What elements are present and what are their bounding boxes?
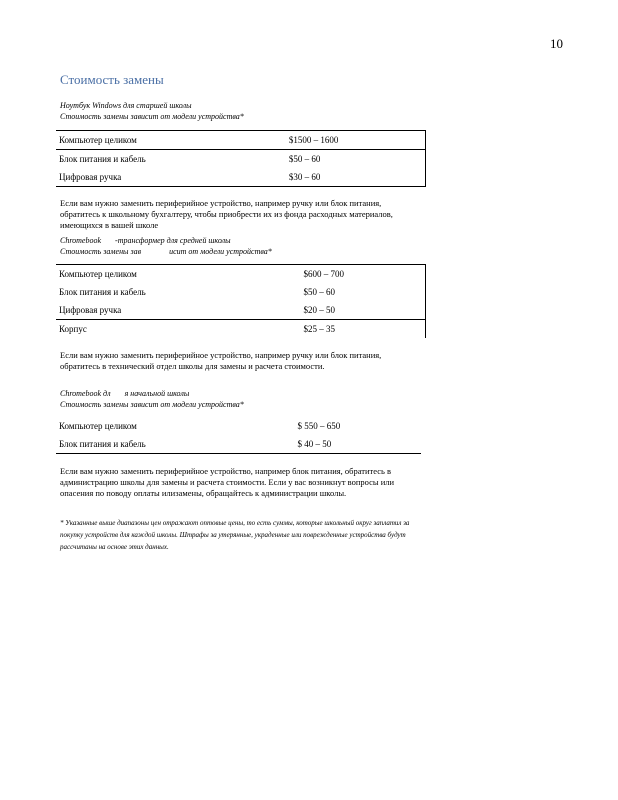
table-cell-price: $20 – 50 [299, 301, 425, 320]
table-cell-item: Компьютер целиком [59, 421, 137, 431]
table-cell-price: $ 550 – 650 [297, 421, 341, 431]
table-row [56, 435, 421, 454]
table-cell-price: $30 – 60 [285, 168, 426, 187]
section-3-paragraph: Если вам нужно заменить периферийное устройство, например блок питания, обратитесь в администрацию школы для замены и расчета стоимости. Если у вас возникнут вопросы или опасения по поводу оплаты илизамены, обращайтесь к администрации школы. [60, 466, 395, 498]
table-cell-price: $600 – 700 [299, 265, 425, 284]
section-2-price-table [56, 264, 426, 338]
section-3-price-table [56, 417, 421, 454]
table-cell-price: $50 – 60 [285, 150, 426, 169]
section-1-cost-note: Стоимость замены зависит от модели устройства* [60, 112, 244, 121]
section-1-note [60, 100, 244, 122]
table-cell-price: $ 40 – 50 [294, 435, 421, 454]
table-row [56, 417, 421, 435]
section-3-note [60, 388, 244, 410]
table-cell-price: $1500 – 1600 [285, 131, 426, 150]
table-row [56, 301, 426, 320]
section-3-device: Chromebook дл я начальной школы [60, 389, 190, 398]
section-1-paragraph: Если вам нужно заменить периферийное устройство, например ручку или блок питания, обратитесь к школьному бухгалтеру, чтобы приобрести их из фонда расходных материалов, имеющихся в вашей школе [60, 198, 393, 230]
pricing-footnote: * Указанные выше диапазоны цен отражают оптовые цены, то есть суммы, которые школьный округ заплатил за покупку устройств для каждой школы. Штрафы за утерянные, украденные или поврежденные устройства будут рассчитаны на основе этих данных. [60, 519, 410, 551]
page-number: 10 [550, 36, 563, 51]
section-1-price-table [56, 130, 426, 187]
table-cell-item: Блок питания и кабель [56, 150, 285, 169]
table-row [56, 168, 426, 187]
table-cell-item: Компьютер целиком [56, 131, 285, 150]
table-cell-item: Цифровая ручка [56, 168, 285, 187]
section-2-note [60, 235, 272, 257]
table-row [56, 265, 426, 284]
table-cell-item: Цифровая ручка [59, 305, 122, 315]
section-1-device: Ноутбук Windows для старшей школы [60, 101, 192, 110]
table-row [56, 131, 426, 150]
page-heading: Стоимость замены [60, 72, 164, 87]
table-row [56, 150, 426, 169]
table-cell-item: Компьютер целиком [56, 265, 299, 284]
table-cell-price: $25 – 35 [299, 320, 425, 339]
table-cell-item: Блок питания и кабель [56, 435, 294, 454]
section-2-cost-note: Стоимость замены зав исит от модели устройства* [60, 247, 272, 256]
table-cell-item: Блок питания и кабель [59, 287, 146, 297]
table-cell-price: $50 – 60 [299, 283, 425, 301]
table-row [56, 320, 426, 339]
section-2-paragraph: Если вам нужно заменить периферийное устройство, например ручку или блок питания, обратитесь в технический отдел школы для замены и расчета стоимости. [60, 350, 382, 371]
section-2-device: Chromebook -трансформер для средней школы [60, 236, 231, 245]
table-cell-item: Корпус [56, 320, 299, 339]
table-row [56, 283, 426, 301]
section-3-cost-note: Стоимость замены зависит от модели устройства* [60, 400, 244, 409]
